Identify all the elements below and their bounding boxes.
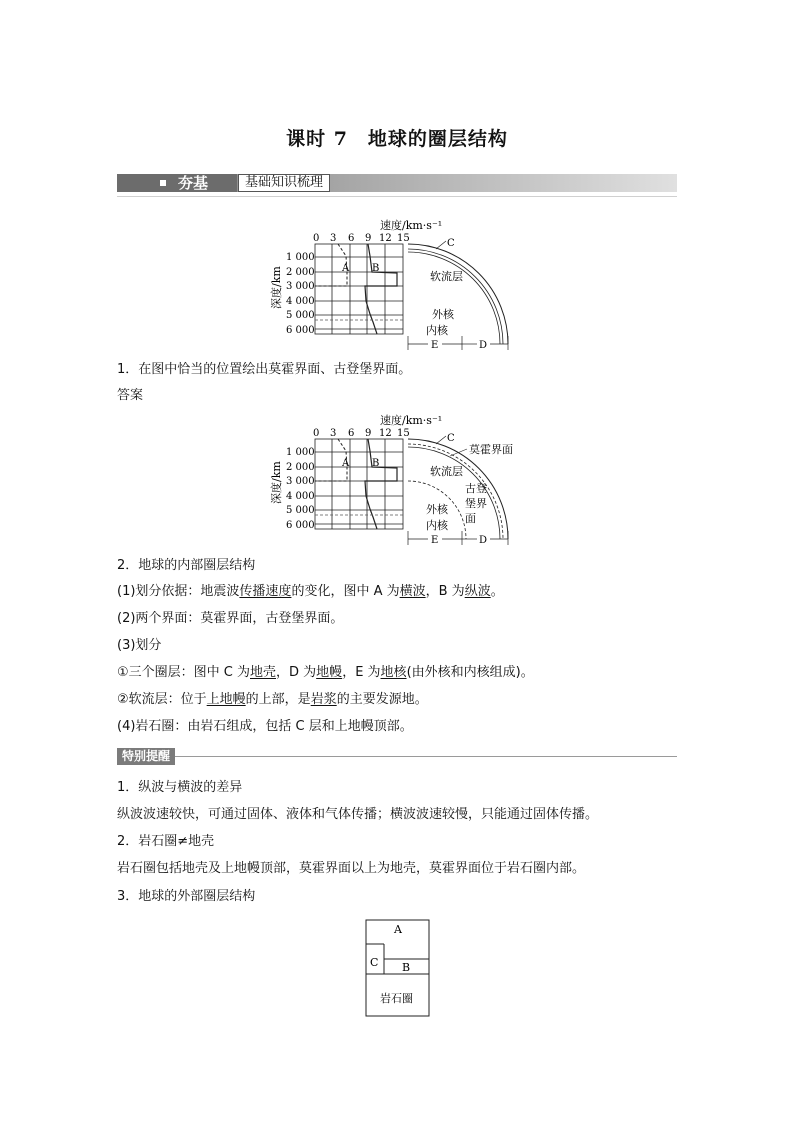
y-axis-title: 深度/km (270, 266, 283, 309)
section-banner-dark (117, 174, 237, 192)
x-tick: 15 (397, 233, 410, 244)
question-2-3: (3)划分 (117, 638, 162, 653)
y-tick: 6 000 (286, 520, 315, 531)
inner-core-label: 内核 (426, 519, 448, 532)
tip-2-body: 岩石圈包括地壳及上地幔顶部，莫霍界面以上为地壳，莫霍界面位于岩石圈内部。 (117, 861, 586, 876)
y-tick-labels (286, 447, 315, 531)
y-tick-labels (286, 252, 315, 336)
section-banner-title: 夯基 (178, 174, 209, 192)
answer-label: 答案 (117, 388, 144, 403)
y-tick: 2 000 (286, 462, 315, 473)
label-a: A (342, 458, 350, 469)
box-label-c: C (370, 956, 379, 969)
question-2-title: 2．地球的内部圈层结构 (117, 558, 256, 573)
box-label-a: A (394, 923, 402, 936)
label-c: C (447, 433, 455, 444)
chart-grid (315, 439, 403, 529)
x-tick: 3 (330, 428, 337, 439)
soft-layer-label: 软流层 (430, 270, 463, 283)
tip-3-title: 3．地球的外部圈层结构 (117, 889, 256, 904)
box-label-rock: 岩石圈 (380, 992, 413, 1005)
x-tick: 0 (313, 428, 320, 439)
y-tick: 2 000 (286, 267, 315, 278)
tip-1-title: 1．纵波与横波的差异 (117, 780, 243, 795)
y-tick: 5 000 (286, 505, 315, 516)
divider (117, 196, 677, 197)
x-tick: 0 (313, 233, 320, 244)
longitudinal-wave-curve (365, 244, 397, 334)
x-tick: 9 (365, 428, 372, 439)
y-tick: 1 000 (286, 447, 315, 458)
inner-core-label: 内核 (426, 324, 448, 337)
tip-2-title: 2．岩石圈≠地壳 (117, 834, 215, 849)
x-tick: 9 (365, 233, 372, 244)
question-2-3-2: ②软流层：位于上地幔的上部，是岩浆的主要发源地。 (117, 692, 428, 707)
label-c: C (447, 238, 455, 249)
x-tick: 6 (348, 233, 355, 244)
x-tick: 6 (348, 428, 355, 439)
box-label-b: B (402, 961, 411, 974)
question-2-4: (4)岩石圈：由岩石组成，包括 C 层和上地幔顶部。 (117, 719, 413, 734)
chart-grid (315, 244, 403, 334)
soft-layer-label: 软流层 (430, 465, 463, 478)
label-d: D (479, 535, 488, 546)
label-b: B (372, 458, 380, 469)
y-axis-title: 深度/km (270, 461, 283, 504)
outer-sphere-diagram (364, 918, 432, 1020)
label-e: E (431, 340, 439, 351)
y-tick: 4 000 (286, 491, 315, 502)
gutenberg-label-1: 古登 (465, 482, 487, 495)
label-b: B (372, 263, 380, 274)
outer-core-label: 外核 (432, 308, 454, 321)
axis-title: 速度/km·s⁻¹ (380, 414, 443, 427)
y-tick: 3 000 (286, 281, 315, 292)
earth-structure-figure (260, 214, 540, 354)
scale-bar (408, 531, 508, 545)
moho-label: 莫霍界面 (469, 443, 513, 456)
tip-1-body: 纵波波速较快，可通过固体、液体和气体传播；横波波速较慢，只能通过固体传播。 (117, 807, 599, 822)
label-d: D (479, 340, 488, 351)
scale-bar (408, 336, 508, 350)
gutenberg-label-3: 面 (465, 512, 476, 525)
label-e: E (431, 535, 439, 546)
x-tick-labels (313, 428, 410, 439)
tip-divider (117, 756, 677, 757)
question-2-2: (2)两个界面：莫霍界面，古登堡界面。 (117, 611, 344, 626)
answer-figure (260, 409, 540, 549)
x-tick: 12 (379, 233, 392, 244)
gutenberg-label-2: 堡界 (465, 497, 487, 510)
question-2-3-1: ①三个圈层：图中 C 为地壳，D 为地幔，E 为地核(由外核和内核组成)。 (117, 665, 534, 680)
x-tick: 12 (379, 428, 392, 439)
page-title: 课时 7 地球的圈层结构 (286, 128, 508, 150)
outer-core-label: 外核 (426, 503, 448, 516)
question-2-1: (1)划分依据：地震波传播速度的变化，图中 A 为横波，B 为纵波。 (117, 584, 504, 599)
x-tick: 15 (397, 428, 410, 439)
y-tick: 1 000 (286, 252, 315, 263)
y-tick: 5 000 (286, 310, 315, 321)
x-tick-labels (313, 233, 410, 244)
y-tick: 3 000 (286, 476, 315, 487)
axis-title: 速度/km·s⁻¹ (380, 219, 443, 232)
longitudinal-wave-curve (365, 439, 397, 529)
moho-line (408, 444, 503, 539)
question-1: 1．在图中恰当的位置绘出莫霍界面、古登堡界面。 (117, 362, 412, 377)
square-bullet-icon (160, 180, 166, 186)
section-banner-subtitle: 基础知识梳理 (238, 174, 330, 192)
y-tick: 4 000 (286, 296, 315, 307)
x-tick: 3 (330, 233, 337, 244)
tip-tag: 特别提醒 (117, 748, 175, 765)
y-tick: 6 000 (286, 325, 315, 336)
label-a: A (342, 263, 350, 274)
